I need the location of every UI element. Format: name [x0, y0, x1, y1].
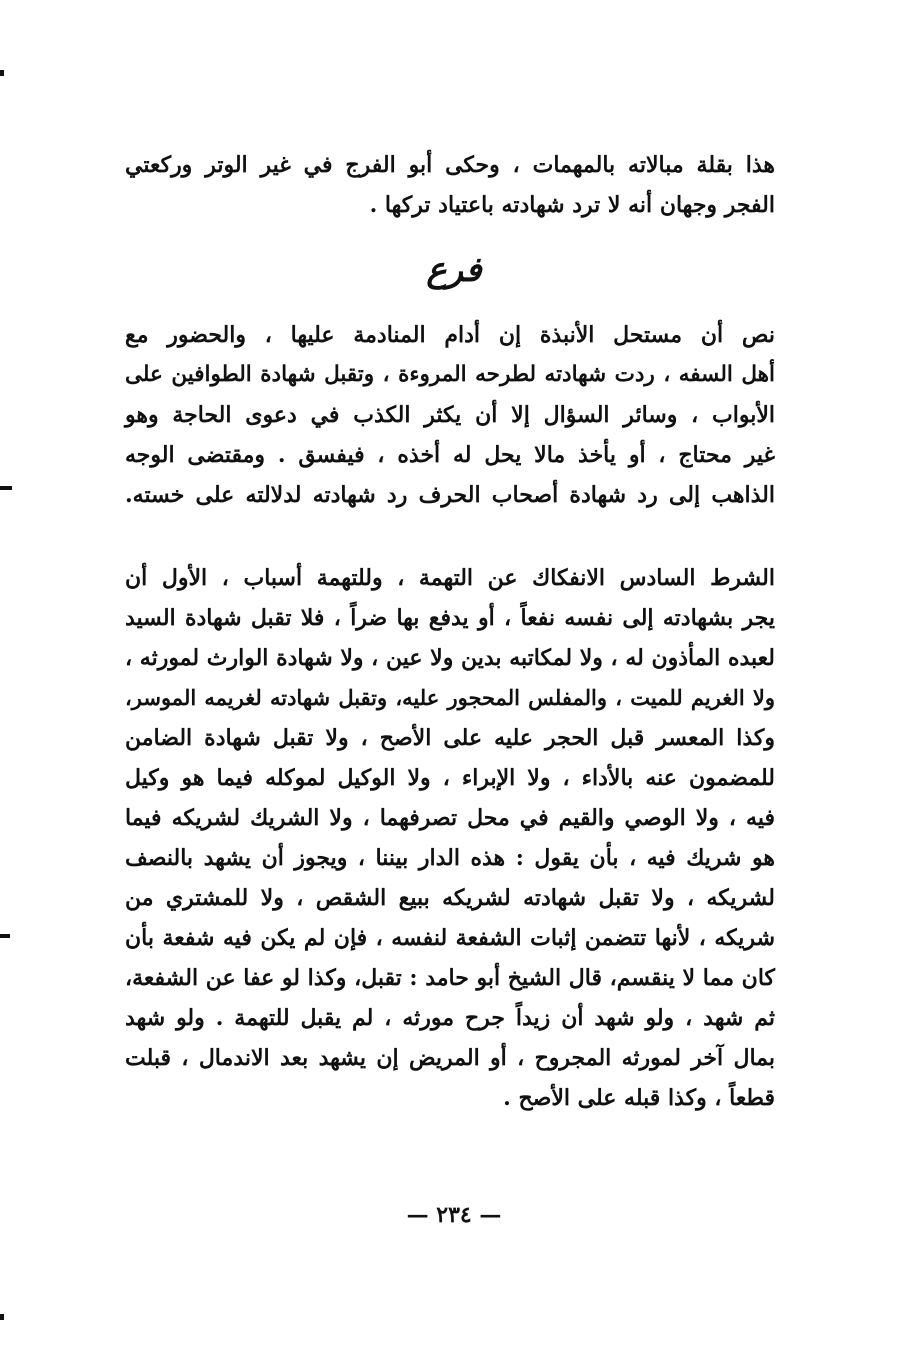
left-margin-mark-top: [0, 70, 4, 76]
left-margin-mark-bottom: [0, 1314, 4, 1320]
text-line: لعبده المأذون له ، ولا لمكاتبه بدين ولا عين ، ولا شهادة الوارث لمورثه ،: [125, 645, 775, 671]
text-line: غير محتاج ، أو يأخذ مالا يحل له أخذه ، فيفسق . ومقتضى الوجه: [125, 442, 775, 468]
paragraph-1: [125, 315, 775, 515]
intro-paragraph: [125, 145, 775, 225]
text-line: كان مما لا ينقسم، قال الشيخ أبو حامد : تقبل، وكذا لو عفا عن الشفعة،: [125, 965, 775, 991]
text-line: الذاهب إلى رد شهادة أصحاب الحرف رد شهادته لدلالته على خسته.: [125, 482, 775, 508]
text-line: يجر بشهادته إلى نفسه نفعاً ، أو يدفع بها ضراً ، فلا تقبل شهادة السيد: [125, 605, 775, 631]
text-line: قطعاً ، وكذا قبله على الأصح .: [503, 1085, 775, 1111]
text-line: فيه ، ولا الوصي والقيم في محل تصرفهما ، ولا الشريك لشريكه فيما: [125, 805, 775, 831]
text-line: بمال آخر لمورثه المجروح ، أو المريض إن يشهد بعد الاندمال ، قبلت: [125, 1045, 775, 1071]
text-line: ثم شهد ، ولو شهد أن زيداً جرح مورثه ، لم يقبل للتهمة . ولو شهد: [125, 1005, 775, 1031]
paragraph-2: [125, 558, 775, 1118]
page-number: — ٢٣٤ —: [406, 1202, 502, 1228]
left-margin-mark-middle: [0, 486, 12, 490]
text-line: الأبواب ، وسائر السؤال إلا أن يكثر الكذب في دعوى الحاجة وهو: [125, 402, 775, 428]
text-line: الفجر وجهان أنه لا ترد شهادته باعتياد تركها .: [369, 192, 775, 218]
text-line: هو شريك فيه ، بأن يقول : هذه الدار بيننا ، ويجوز أن يشهد بالنصف: [125, 845, 775, 871]
text-line: ولا الغريم للميت ، والمفلس المحجور عليه، وتقبل شهادته لغريمه الموسر،: [125, 685, 775, 710]
text-line: للمضمون عنه بالأداء ، ولا الإبراء ، ولا الوكيل لموكله فيما هو وكيل: [125, 765, 775, 791]
text-line: نص أن مستحل الأنبذة إن أدام المنادمة عليها ، والحضور مع: [125, 322, 775, 348]
text-line: شريكه ، لأنها تتضمن إثبات الشفعة لنفسه ، فإن لم يكن فيه شفعة بأن: [125, 925, 775, 951]
left-margin-mark-lower: [0, 934, 10, 938]
text-line: هذا بقلة مبالاته بالمهمات ، وحكى أبو الفرج في غير الوتر وركعتي: [125, 152, 775, 178]
text-line: الشرط السادس الانفكاك عن التهمة ، وللتهمة أسباب ، الأول أن: [125, 565, 775, 591]
section-heading: فرع: [426, 250, 482, 290]
text-line: أهل السفه ، ردت شهادته لطرحه المروءة ، وتقبل شهادة الطوافين على: [125, 362, 775, 387]
text-line: وكذا المعسر قبل الحجر عليه على الأصح ، ولا تقبل شهادة الضامن: [125, 725, 775, 751]
text-line: لشريكه ، ولا تقبل شهادته لشريكه ببيع الشقص ، ولا للمشتري من: [125, 885, 775, 911]
